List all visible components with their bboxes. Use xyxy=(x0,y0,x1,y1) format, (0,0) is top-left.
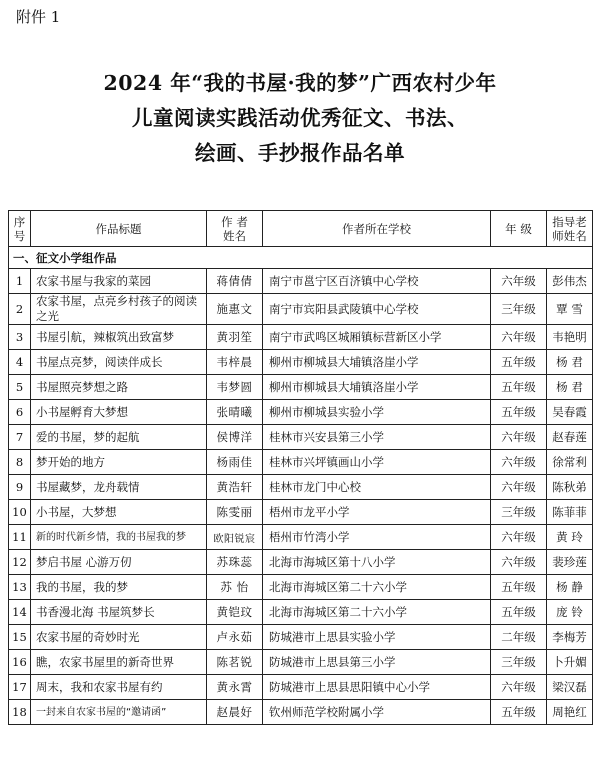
cell-work-title: 梦开始的地方 xyxy=(31,450,207,475)
cell-work-title: 新的时代新乡情，我的书屋我的梦 xyxy=(31,525,207,550)
cell-no: 5 xyxy=(9,375,31,400)
cell-grade: 五年级 xyxy=(491,350,547,375)
header-author: 作 者 姓名 xyxy=(207,211,263,247)
cell-work-title: 书屋引航，辣椒筑出致富梦 xyxy=(31,325,207,350)
cell-school: 桂林市兴坪镇画山小学 xyxy=(263,450,491,475)
cell-grade: 六年级 xyxy=(491,475,547,500)
cell-author: 黄铠玟 xyxy=(207,600,263,625)
cell-school: 南宁市武鸣区城厢镇标营新区小学 xyxy=(263,325,491,350)
cell-author: 张晴曦 xyxy=(207,400,263,425)
cell-no: 2 xyxy=(9,294,31,325)
cell-school: 柳州市柳城县大埔镇洛崖小学 xyxy=(263,350,491,375)
cell-teacher: 裴珍莲 xyxy=(547,550,593,575)
table-row xyxy=(9,550,593,575)
cell-work-title: 小书屋，大梦想 xyxy=(31,500,207,525)
table-row xyxy=(9,294,593,325)
cell-work-title: 书屋照亮梦想之路 xyxy=(31,375,207,400)
cell-school: 南宁市邕宁区百济镇中心学校 xyxy=(263,269,491,294)
cell-author: 陈茗锐 xyxy=(207,650,263,675)
header-grade: 年 级 xyxy=(491,211,547,247)
cell-school: 防城港市上思县第三小学 xyxy=(263,650,491,675)
cell-grade: 五年级 xyxy=(491,400,547,425)
cell-author: 欧阳锐宸 xyxy=(207,525,263,550)
cell-school: 南宁市宾阳县武陵镇中心学校 xyxy=(263,294,491,325)
cell-teacher: 周艳红 xyxy=(547,700,593,725)
table-row xyxy=(9,269,593,294)
cell-school: 防城港市上思县实验小学 xyxy=(263,625,491,650)
cell-author: 韦梦圆 xyxy=(207,375,263,400)
section-title: 一、征文小学组作品 xyxy=(9,247,593,269)
cell-no: 4 xyxy=(9,350,31,375)
cell-author: 侯博洋 xyxy=(207,425,263,450)
cell-teacher: 庞 铃 xyxy=(547,600,593,625)
cell-no: 17 xyxy=(9,675,31,700)
cell-work-title: 书屋点亮梦，阅读伴成长 xyxy=(31,350,207,375)
cell-no: 3 xyxy=(9,325,31,350)
cell-work-title: 一封来自农家书屋的“邀请函” xyxy=(31,700,207,725)
cell-author: 赵晨好 xyxy=(207,700,263,725)
cell-grade: 五年级 xyxy=(491,600,547,625)
cell-school: 钦州师范学校附属小学 xyxy=(263,700,491,725)
cell-no: 12 xyxy=(9,550,31,575)
header-no: 序 号 xyxy=(9,211,31,247)
award-list-table xyxy=(8,210,593,725)
cell-teacher: 李梅芳 xyxy=(547,625,593,650)
cell-work-title: 农家书屋的奇妙时光 xyxy=(31,625,207,650)
cell-teacher: 赵春莲 xyxy=(547,425,593,450)
cell-work-title: 周末，我和农家书屋有约 xyxy=(31,675,207,700)
header-teacher: 指导老 师姓名 xyxy=(547,211,593,247)
cell-no: 13 xyxy=(9,575,31,600)
table-row xyxy=(9,325,593,350)
cell-no: 16 xyxy=(9,650,31,675)
cell-author: 黄羽笙 xyxy=(207,325,263,350)
table-header-row xyxy=(9,211,593,247)
cell-no: 15 xyxy=(9,625,31,650)
table-row xyxy=(9,375,593,400)
table-row xyxy=(9,650,593,675)
cell-author: 陈雯丽 xyxy=(207,500,263,525)
cell-school: 北海市海城区第二十六小学 xyxy=(263,575,491,600)
cell-no: 8 xyxy=(9,450,31,475)
table-row xyxy=(9,350,593,375)
cell-school: 桂林市兴安县第三小学 xyxy=(263,425,491,450)
cell-grade: 五年级 xyxy=(491,375,547,400)
section-row xyxy=(9,247,593,269)
cell-teacher: 卜升媚 xyxy=(547,650,593,675)
cell-school: 北海市海城区第十八小学 xyxy=(263,550,491,575)
cell-teacher: 梁汉磊 xyxy=(547,675,593,700)
cell-no: 1 xyxy=(9,269,31,294)
cell-work-title: 书屋藏梦，龙舟载情 xyxy=(31,475,207,500)
cell-teacher: 黄 玲 xyxy=(547,525,593,550)
cell-teacher: 彭伟杰 xyxy=(547,269,593,294)
cell-author: 蒋倩倩 xyxy=(207,269,263,294)
cell-no: 11 xyxy=(9,525,31,550)
cell-work-title: 瞧，农家书屋里的新奇世界 xyxy=(31,650,207,675)
table-row xyxy=(9,675,593,700)
cell-author: 苏珠蕊 xyxy=(207,550,263,575)
title-line-2: 儿童阅读实践活动优秀征文、书法、 xyxy=(132,106,468,130)
cell-grade: 五年级 xyxy=(491,575,547,600)
cell-school: 桂林市龙门中心校 xyxy=(263,475,491,500)
cell-author: 施惠文 xyxy=(207,294,263,325)
table-row xyxy=(9,475,593,500)
cell-school: 防城港市上思县思阳镇中心小学 xyxy=(263,675,491,700)
cell-teacher: 覃 雪 xyxy=(547,294,593,325)
cell-teacher: 杨 君 xyxy=(547,375,593,400)
header-school: 作者所在学校 xyxy=(263,211,491,247)
cell-no: 7 xyxy=(9,425,31,450)
cell-no: 6 xyxy=(9,400,31,425)
table-row xyxy=(9,625,593,650)
cell-teacher: 杨 君 xyxy=(547,350,593,375)
cell-school: 柳州市柳城县实验小学 xyxy=(263,400,491,425)
cell-school: 梧州市龙平小学 xyxy=(263,500,491,525)
cell-grade: 六年级 xyxy=(491,325,547,350)
cell-teacher: 陈菲菲 xyxy=(547,500,593,525)
cell-work-title: 农家书屋与我家的菜园 xyxy=(31,269,207,294)
cell-work-title: 书香漫北海 书屋筑梦长 xyxy=(31,600,207,625)
table-row xyxy=(9,525,593,550)
cell-author: 黄永霄 xyxy=(207,675,263,700)
cell-teacher: 韦艳明 xyxy=(547,325,593,350)
cell-school: 梧州市竹湾小学 xyxy=(263,525,491,550)
table-row xyxy=(9,575,593,600)
attachment-label: 附件 1 xyxy=(16,8,61,26)
cell-grade: 三年级 xyxy=(491,650,547,675)
cell-grade: 六年级 xyxy=(491,525,547,550)
cell-author: 黄浩轩 xyxy=(207,475,263,500)
cell-teacher: 杨 静 xyxy=(547,575,593,600)
cell-grade: 六年级 xyxy=(491,450,547,475)
cell-author: 韦梓晨 xyxy=(207,350,263,375)
cell-grade: 三年级 xyxy=(491,294,547,325)
cell-grade: 三年级 xyxy=(491,500,547,525)
table-row xyxy=(9,500,593,525)
cell-grade: 六年级 xyxy=(491,675,547,700)
cell-work-title: 梦启书屋 心游万仞 xyxy=(31,550,207,575)
header-work-title: 作品标题 xyxy=(31,211,207,247)
cell-work-title: 爱的书屋，梦的起航 xyxy=(31,425,207,450)
cell-teacher: 吴春霞 xyxy=(547,400,593,425)
cell-author: 苏 怡 xyxy=(207,575,263,600)
cell-grade: 二年级 xyxy=(491,625,547,650)
title-line-1: 2024 年“我的书屋·我的梦”广西农村少年 xyxy=(103,71,497,95)
cell-no: 14 xyxy=(9,600,31,625)
cell-no: 18 xyxy=(9,700,31,725)
table-row xyxy=(9,450,593,475)
cell-school: 北海市海城区第二十六小学 xyxy=(263,600,491,625)
cell-work-title: 农家书屋，点亮乡村孩子的阅读之光 xyxy=(31,294,207,325)
cell-teacher: 陈秋弟 xyxy=(547,475,593,500)
document-title xyxy=(0,66,600,171)
cell-grade: 六年级 xyxy=(491,550,547,575)
table-row xyxy=(9,425,593,450)
table-row xyxy=(9,400,593,425)
table-row xyxy=(9,700,593,725)
cell-teacher: 徐常利 xyxy=(547,450,593,475)
table-row xyxy=(9,600,593,625)
cell-author: 杨雨佳 xyxy=(207,450,263,475)
cell-no: 9 xyxy=(9,475,31,500)
cell-work-title: 我的书屋，我的梦 xyxy=(31,575,207,600)
title-line-3: 绘画、手抄报作品名单 xyxy=(195,141,405,165)
cell-work-title: 小书屋孵育大梦想 xyxy=(31,400,207,425)
cell-school: 柳州市柳城县大埔镇洛崖小学 xyxy=(263,375,491,400)
cell-grade: 六年级 xyxy=(491,425,547,450)
cell-grade: 六年级 xyxy=(491,269,547,294)
cell-grade: 五年级 xyxy=(491,700,547,725)
cell-author: 卢永茹 xyxy=(207,625,263,650)
cell-no: 10 xyxy=(9,500,31,525)
